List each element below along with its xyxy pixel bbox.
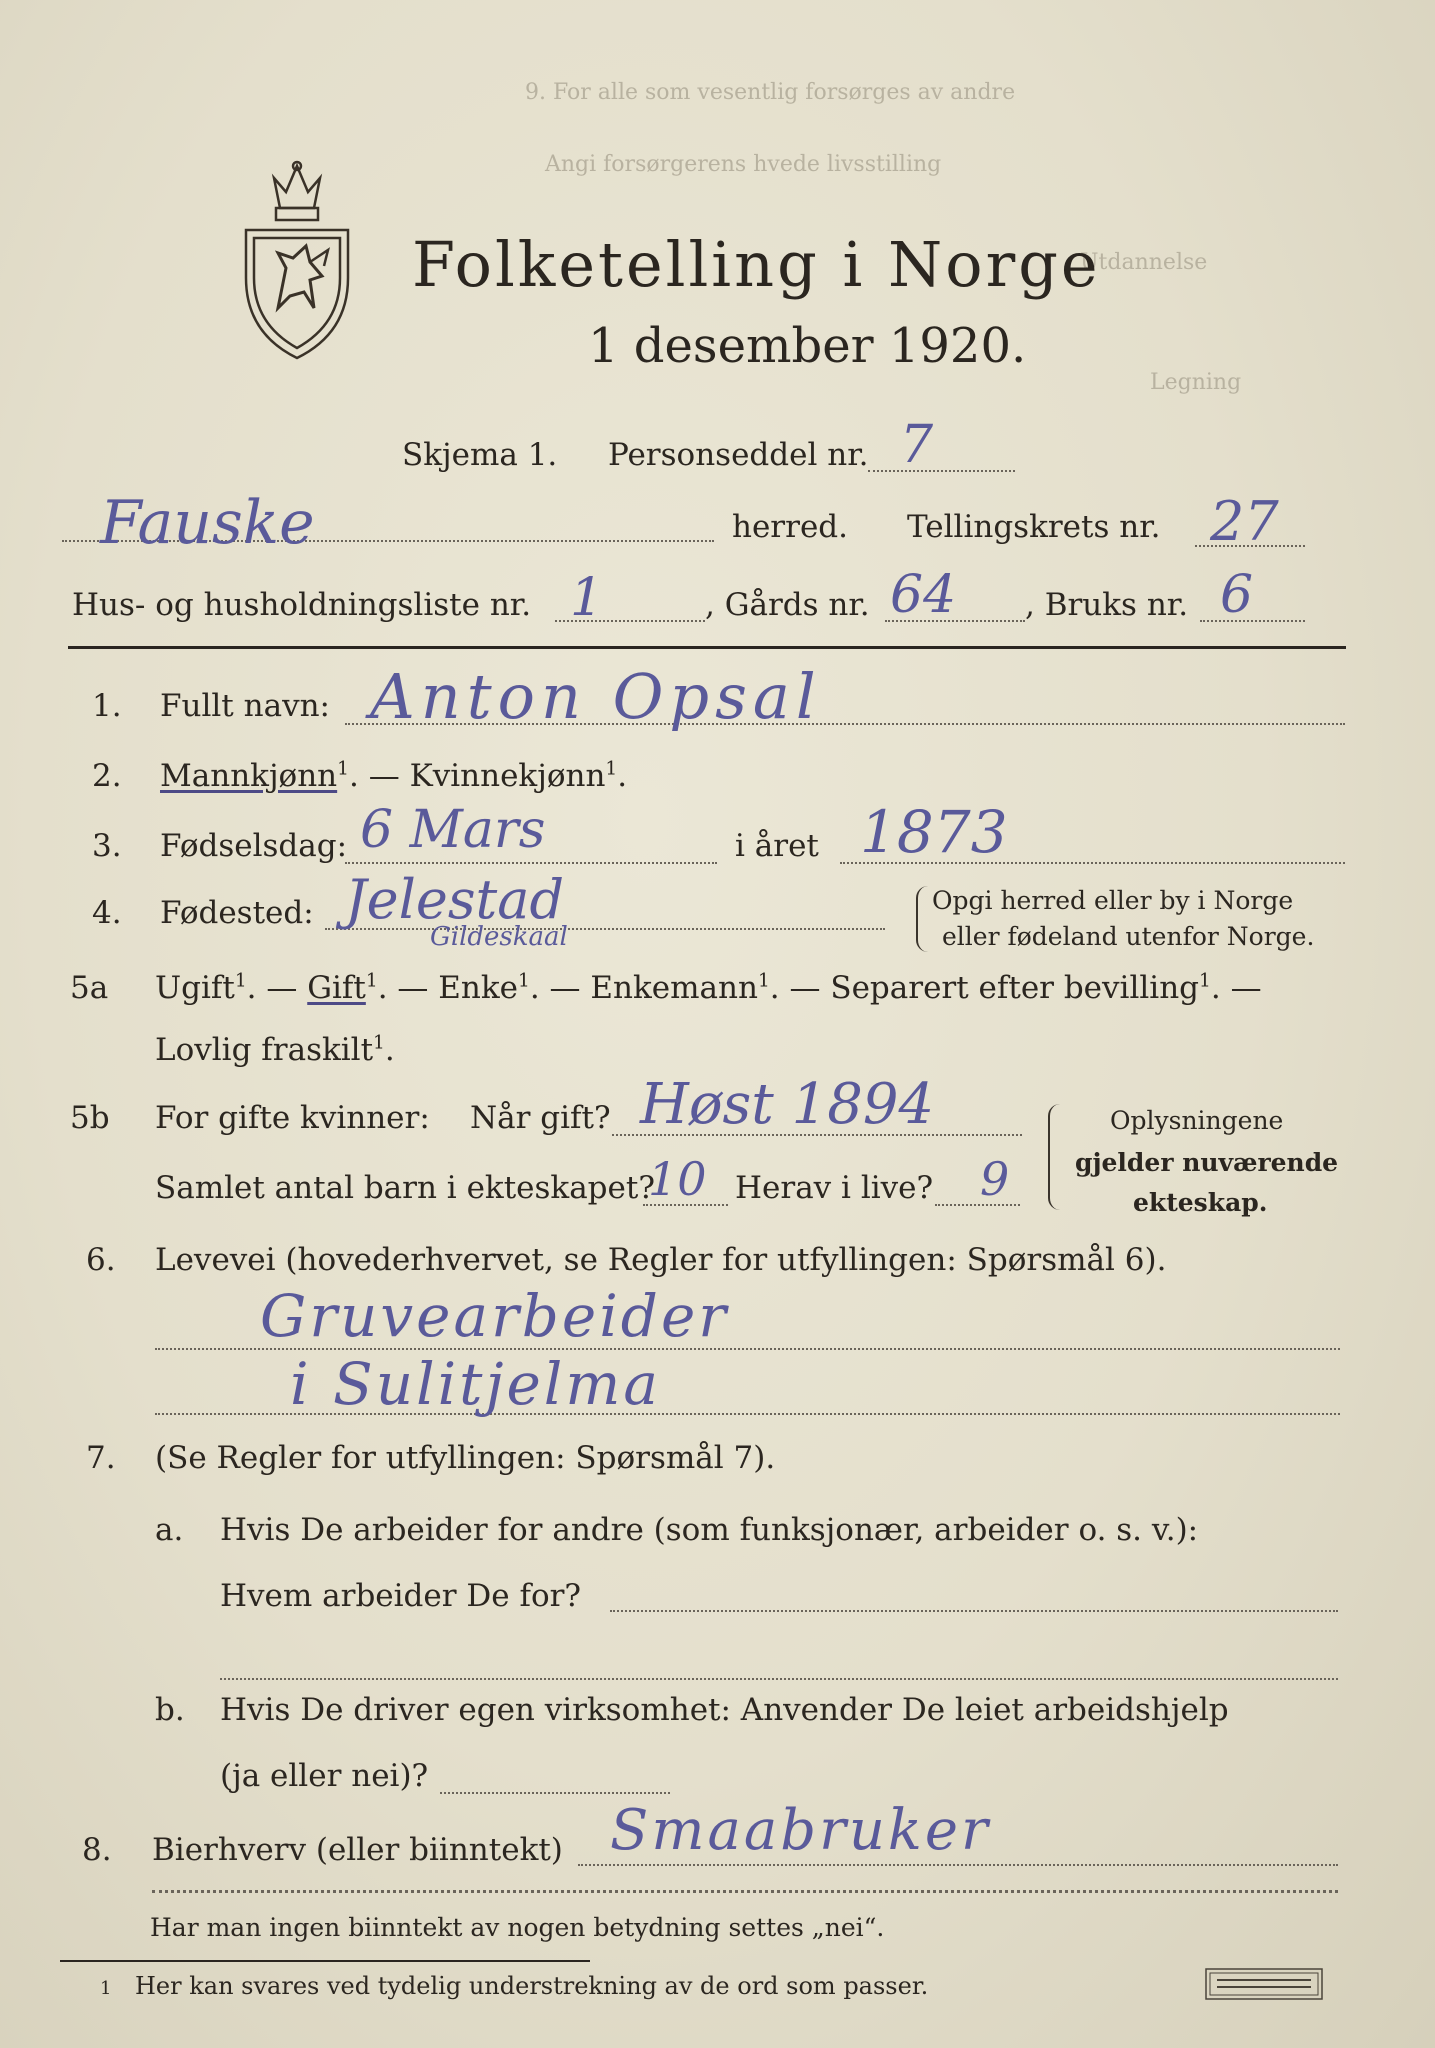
q3-year-label: i året (735, 828, 819, 864)
q6-value-1: Gruvearbeider (260, 1282, 729, 1350)
q8-value: Smaabruker (610, 1798, 991, 1863)
bruks-value: 6 (1220, 565, 1254, 625)
q5a-ugift-option: Ugift (155, 970, 235, 1006)
bleed-through-text: 9. For alle som vesentlig forsørges av andre (525, 80, 1016, 105)
q5b-live-label: Herav i live? (735, 1170, 934, 1206)
form-date: 1 desember 1920. (588, 318, 1027, 374)
q8-number: 8. (82, 1832, 112, 1868)
q5b-naar-label: Når gift? (470, 1100, 611, 1136)
header-divider (68, 646, 1346, 649)
gards-label: , Gårds nr. (705, 587, 870, 623)
q7a-question: Hvem arbeider De for? (220, 1578, 582, 1614)
tellingskrets-value: 27 (1210, 490, 1279, 553)
q7-number: 7. (86, 1440, 116, 1476)
personseddel-value: 7 (900, 415, 934, 475)
q7a-line-1 (610, 1610, 1338, 1612)
q1-value: Anton Opsal (370, 660, 822, 733)
gards-value: 64 (890, 565, 957, 625)
q7-label: (Se Regler for utfyllingen: Spørsmål 7). (155, 1440, 776, 1476)
q4-note-brace (916, 886, 928, 952)
bleed-through-text: Utdannelse (1080, 250, 1208, 275)
husholdning-value: 1 (570, 568, 604, 628)
q5b-note-line1: Oplysningene (1110, 1106, 1284, 1135)
q3-year-value: 1873 (860, 798, 1008, 866)
q1-label: Fullt navn: (160, 688, 330, 724)
q1-number: 1. (92, 688, 122, 724)
form-title: Folketelling i Norge (412, 228, 1101, 301)
q6-value-2: i Sulitjelma (290, 1350, 661, 1418)
q5b-live-value: 9 (980, 1152, 1010, 1206)
footnote-divider (60, 1960, 590, 1962)
q6-number: 6. (86, 1242, 116, 1278)
q5a-options: Ugift$^1$. — Gift$^1$. — Enke$^1$. — Enkemann$^1$. — Separert efter bevilling$^1$. — (155, 970, 1262, 1006)
municipality-value: Fauske (100, 488, 315, 558)
q7a-line-2 (220, 1678, 1338, 1680)
bruks-label: , Bruks nr. (1025, 587, 1189, 623)
q3-value: 6 Mars (360, 800, 546, 860)
q5a-separert-option: Separert efter bevilling (830, 970, 1200, 1006)
q3-number: 3. (92, 828, 122, 864)
herred-label: herred. (732, 509, 848, 545)
q2-female-option: Kvinnekjønn (409, 758, 606, 794)
q5a-lovlig-fraskilt: Lovlig fraskilt$^1$. (155, 1032, 395, 1068)
q7a-number: a. (155, 1512, 184, 1548)
q8-label: Bierhverv (eller biinntekt) (152, 1832, 563, 1868)
q5a-number: 5a (70, 970, 109, 1006)
q8-line-1 (578, 1864, 1338, 1866)
tellingskrets-label: Tellingskrets nr. (907, 509, 1161, 545)
q7a-text: Hvis De arbeider for andre (som funksjonær, arbeider o. s. v.): (220, 1512, 1199, 1548)
q4-label: Fødested: (160, 895, 314, 931)
q4-number: 4. (92, 895, 122, 931)
q3-label: Fødselsdag: (160, 828, 348, 864)
personseddel-line (868, 470, 1015, 472)
q2-number: 2. (92, 758, 122, 794)
bleed-through-text: Legning (1150, 370, 1242, 395)
q2-sex: Mannkjønn$^1$. — Kvinnekjønn$^1$. (160, 758, 628, 794)
q8-line-2 (152, 1890, 1338, 1893)
printer-stamp-icon (1205, 1968, 1323, 2000)
q4-note-line2: eller fødeland utenfor Norge. (942, 922, 1315, 951)
q3-line (345, 862, 717, 864)
q5b-number: 5b (70, 1100, 110, 1136)
q5b-barn-value: 10 (648, 1152, 707, 1206)
q7b-question: (ja eller nei)? (220, 1758, 429, 1794)
schema-label: Skjema 1. (402, 437, 558, 473)
q4-value-2: Gildeskaal (430, 922, 568, 952)
q7b-text: Hvis De driver egen virksomhet: Anvender De leiet arbeidshjelp (220, 1692, 1229, 1728)
q5b-note-brace (1048, 1104, 1062, 1210)
q5a-enke-option: Enke (438, 970, 518, 1006)
q6-label: Levevei (hovederhvervet, se Regler for utfyllingen: Spørsmål 6). (155, 1242, 1167, 1278)
norwegian-coat-of-arms-icon (238, 158, 356, 363)
q5a-gift-option: Gift (307, 970, 366, 1006)
q5b-note-line2: gjelder nuværende (1075, 1148, 1339, 1177)
q5b-label: For gifte kvinner: (155, 1100, 430, 1136)
footnote-text: Her kan svares ved tydelig understrekning av de ord som passer. (135, 1972, 929, 2000)
q7b-line (440, 1792, 670, 1794)
footnote-number: 1 (100, 1978, 112, 1999)
personseddel-label: Personseddel nr. (608, 437, 869, 473)
q4-value: Jelestad (345, 868, 565, 931)
husholdning-label: Hus- og husholdningsliste nr. (72, 587, 532, 623)
q5b-note-line3: ekteskap. (1133, 1188, 1268, 1217)
q5b-naar-value: Høst 1894 (640, 1072, 935, 1137)
q5b-barn-label: Samlet antal barn i ekteskapet? (155, 1170, 655, 1206)
q4-note-line1: Opgi herred eller by i Norge (932, 886, 1294, 915)
q5a-enkemann-option: Enkemann (590, 970, 758, 1006)
q2-male-option: Mannkjønn (160, 758, 338, 794)
footer-note: Har man ingen biinntekt av nogen betydning settes „nei“. (150, 1913, 885, 1942)
bleed-through-text: Angi forsørgerens hvede livsstilling (545, 152, 942, 177)
q7b-number: b. (155, 1692, 185, 1728)
